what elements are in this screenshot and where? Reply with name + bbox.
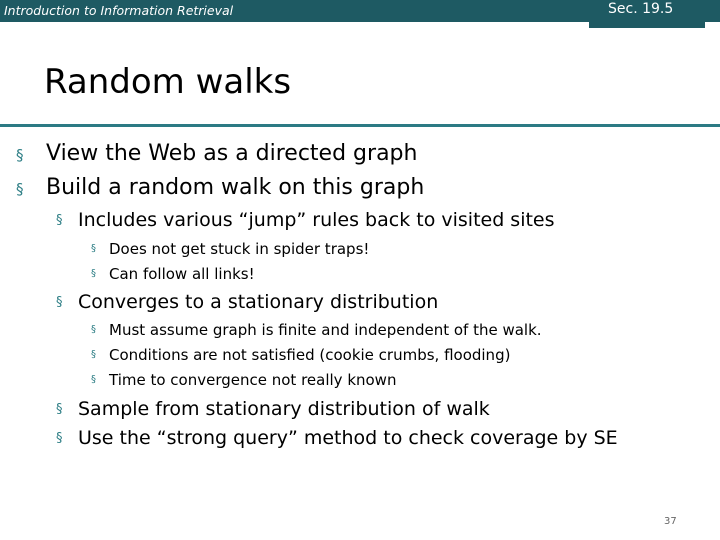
bullet-text: View the Web as a directed graph bbox=[46, 141, 418, 166]
bullet-level3 bbox=[91, 265, 255, 283]
bullet-level2 bbox=[56, 398, 490, 420]
bullet-marker-icon: § bbox=[56, 402, 63, 417]
bullet-marker-icon: § bbox=[91, 243, 96, 254]
bullet-level2 bbox=[56, 209, 555, 231]
bullet-marker-icon: § bbox=[91, 268, 96, 279]
bullet-text: Time to convergence not really known bbox=[109, 371, 397, 389]
bullet-marker-icon: § bbox=[56, 213, 63, 228]
title-divider bbox=[0, 124, 720, 127]
bullet-text: Does not get stuck in spider traps! bbox=[109, 240, 370, 258]
bullet-level1 bbox=[16, 175, 425, 200]
bullet-marker-icon: § bbox=[91, 324, 96, 335]
bullet-marker-icon: § bbox=[56, 295, 63, 310]
bullet-marker-icon: § bbox=[16, 146, 24, 164]
bullet-marker-icon: § bbox=[91, 374, 96, 385]
bullet-level2 bbox=[56, 291, 439, 313]
bullet-text: Must assume graph is finite and independent of the walk. bbox=[109, 321, 542, 339]
bullet-marker-icon: § bbox=[91, 349, 96, 360]
page-number: 37 bbox=[664, 516, 677, 527]
bullet-text: Converges to a stationary distribution bbox=[78, 291, 439, 313]
bullet-level3 bbox=[91, 321, 542, 339]
bullet-text: Sample from stationary distribution of walk bbox=[78, 398, 490, 420]
bullet-level1 bbox=[16, 141, 418, 166]
course-title: Introduction to Information Retrieval bbox=[4, 3, 234, 18]
bullet-text: Use the “strong query” method to check coverage by SE bbox=[78, 427, 618, 449]
slide-title: Random walks bbox=[44, 62, 292, 102]
bullet-text: Can follow all links! bbox=[109, 265, 255, 283]
bullet-level3 bbox=[91, 346, 511, 364]
section-label: Sec. 19.5 bbox=[608, 1, 674, 17]
bullet-text: Build a random walk on this graph bbox=[46, 175, 425, 200]
bullet-text: Includes various “jump” rules back to visited sites bbox=[78, 209, 555, 231]
bullet-marker-icon: § bbox=[16, 180, 24, 198]
bullet-text: Conditions are not satisfied (cookie crumbs, flooding) bbox=[109, 346, 511, 364]
bullet-level3 bbox=[91, 371, 397, 389]
bullet-marker-icon: § bbox=[56, 431, 63, 446]
bullet-level3 bbox=[91, 240, 370, 258]
bullet-level2 bbox=[56, 427, 618, 449]
